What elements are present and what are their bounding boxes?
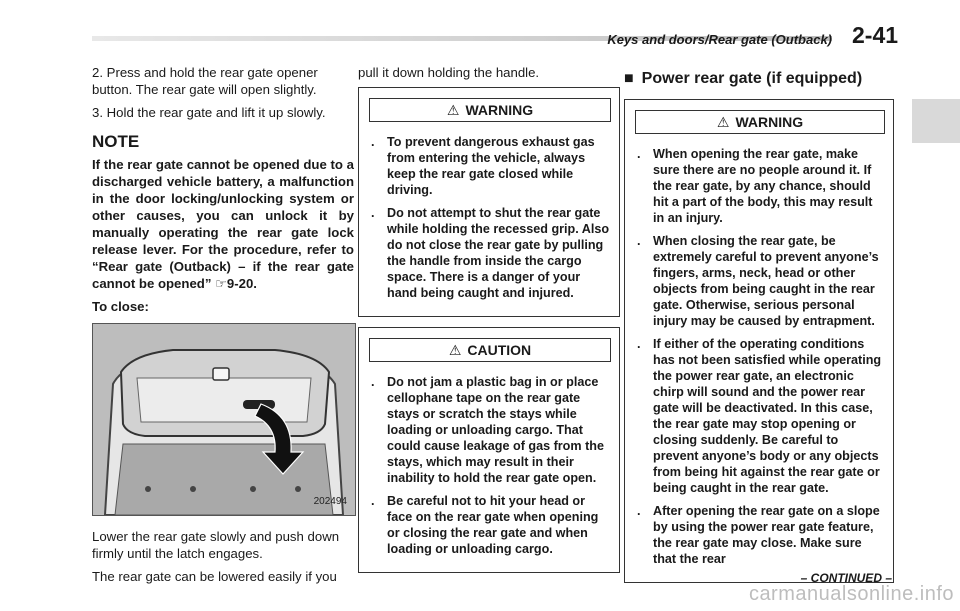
note-heading: NOTE — [92, 132, 140, 151]
warning-item: . If either of the operating conditions has not been satisfied while operating the power rear gate, an electronic chirp will sound and the power rear gate will be deactivated. In this case, the rear gate may stop opening or closing suddenly. Be careful to prevent anyone’s body or any objects from being hit against the rear gate or being caught in the rear gate. — [637, 337, 882, 495]
watermark: carmanualsonline.info — [748, 583, 954, 605]
caution-title: CAUTION — [467, 341, 532, 358]
warning-triangle-icon: ⚠ — [448, 341, 462, 358]
column-left — [92, 64, 354, 591]
continuation-text: pull it down holding the handle. — [358, 65, 540, 80]
section-title-text: Power rear gate (if equipped) — [641, 70, 863, 87]
caution-item: . Be careful not to hit your head or face on the rear gate when opening or closing the rear gate and when loading or unloading cargo. — [371, 494, 599, 556]
lower-instruction: Lower the rear gate slowly and push down firmly until the latch engages. — [92, 529, 340, 561]
power-gate-warning-list — [635, 146, 885, 567]
warning-title: WARNING — [735, 113, 804, 130]
note-body: If the rear gate cannot be opened due to a discharged vehicle battery, a malfunction in the door locking/unlocking system or other causes, you can unlock it by manually operating the rear gate lock release lever. For the procedure, refer to “Rear gate (Outback) – if the rear gate cannot be opened” ☞9-20. — [92, 157, 354, 291]
warning-item: . Do not attempt to shut the rear gate while holding the recessed grip. Also do not close the rear gate by pulling the handle from inside the cargo space. There is a danger of your hand being caught and injured. — [371, 206, 610, 300]
power-gate-warning-box — [624, 99, 894, 583]
warning-triangle-icon: ⚠ — [716, 113, 730, 130]
continued-marker: – CONTINUED – — [800, 571, 892, 585]
warning-list — [369, 134, 611, 301]
warning-triangle-icon: ⚠ — [446, 101, 460, 118]
warning-box — [358, 87, 620, 317]
section-marker: ■ — [624, 70, 634, 87]
running-header: Keys and doors/Rear gate (Outback) — [607, 32, 832, 47]
caution-box — [358, 327, 620, 573]
caution-title-bar — [369, 338, 611, 362]
column-middle — [358, 64, 620, 583]
page-number: 2-41 — [852, 22, 899, 48]
figure-number: 202494 — [313, 496, 347, 507]
warning-item: . When opening the rear gate, make sure there are no people around it. If the rear gate, by any chance, should hit a part of the body, this may result in an injury. — [637, 147, 873, 225]
section-title — [624, 70, 894, 87]
chapter-thumb-tab — [912, 99, 960, 143]
rear-gate-figure — [92, 323, 356, 516]
warning-title: WARNING — [465, 101, 534, 118]
warning-item: . After opening the rear gate on a slope by using the power rear gate feature, the rear gate may close. Make sure that the rear — [637, 504, 880, 566]
warning-title-bar — [369, 98, 611, 122]
to-close-heading: To close: — [92, 299, 149, 314]
caution-list — [369, 374, 611, 557]
caution-item: . Do not jam a plastic bag in or place cellophane tape on the rear gate stays or scratch the stays while loading or unloading cargo. That could cause leakage of gas from the stays, which may result in their inability to hold the rear gate open. — [371, 375, 604, 485]
rear-gate-illustration — [93, 324, 355, 515]
warning-title-bar — [635, 110, 885, 134]
step-2: 2. Press and hold the rear gate opener button. The rear gate will open slightly. — [92, 65, 318, 97]
lowered-easily-text: The rear gate can be lowered easily if you — [92, 569, 337, 584]
column-right — [624, 64, 894, 593]
warning-item: . When closing the rear gate, be extremely careful to prevent anyone’s fingers, arms, neck, head or other objects from being caught in the rear gate. Otherwise, serious personal injury may be caused by entrapment. — [637, 234, 879, 328]
step-3: 3. Hold the rear gate and lift it up slowly. — [92, 105, 326, 120]
warning-item: . To prevent dangerous exhaust gas from entering the vehicle, always keep the rear gate closed while driving. — [371, 135, 595, 197]
